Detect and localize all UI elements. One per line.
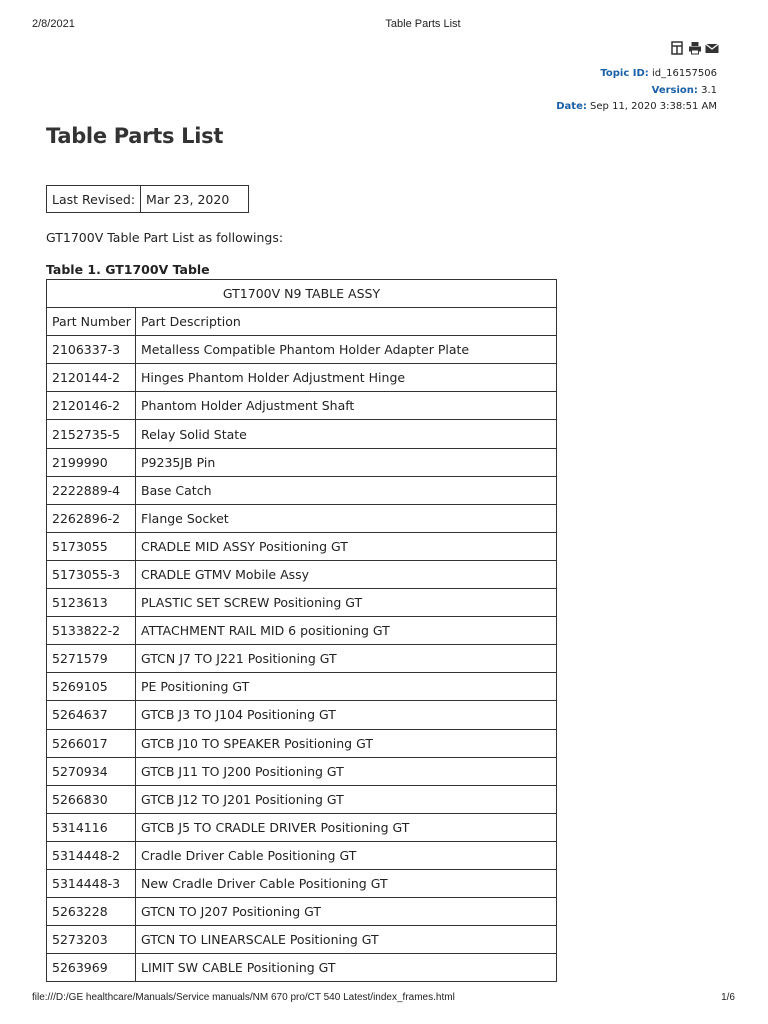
table-row	[47, 813, 557, 841]
part-number-cell: 5263228	[47, 898, 136, 926]
table-row	[47, 785, 557, 813]
date-value: Sep 11, 2020 3:38:51 AM	[586, 101, 717, 112]
part-number-cell: 2152735-5	[47, 420, 136, 448]
part-number-cell: 2222889-4	[47, 476, 136, 504]
part-number-cell: 5173055	[47, 532, 136, 560]
part-description-cell: PLASTIC SET SCREW Positioning GT	[136, 589, 557, 617]
part-description-cell: GTCB J5 TO CRADLE DRIVER Positioning GT	[136, 813, 557, 841]
print-date: 2/8/2021	[32, 18, 75, 30]
table-row	[47, 392, 557, 420]
table-row	[47, 364, 557, 392]
part-description-cell: Flange Socket	[136, 504, 557, 532]
toolbar-icons	[671, 41, 718, 55]
part-description-cell: Cradle Driver Cable Positioning GT	[136, 841, 557, 869]
footer-page-number: 1/6	[721, 992, 735, 1003]
table-row	[47, 336, 557, 364]
part-description-cell: LIMIT SW CABLE Positioning GT	[136, 954, 557, 982]
part-description-cell: GTCB J10 TO SPEAKER Positioning GT	[136, 729, 557, 757]
part-description-cell: GTCB J12 TO J201 Positioning GT	[136, 785, 557, 813]
part-number-cell: 2120146-2	[47, 392, 136, 420]
print-icon[interactable]	[688, 41, 701, 55]
part-number-cell: 5266017	[47, 729, 136, 757]
part-description-cell: Hinges Phantom Holder Adjustment Hinge	[136, 364, 557, 392]
topic-id-line	[556, 66, 717, 83]
part-number-cell: 2106337-3	[47, 336, 136, 364]
part-description-cell: Phantom Holder Adjustment Shaft	[136, 392, 557, 420]
table-title-row	[47, 280, 557, 308]
part-description-cell: GTCN J7 TO J221 Positioning GT	[136, 645, 557, 673]
part-number-cell: 5271579	[47, 645, 136, 673]
intro-text: GT1700V Table Part List as followings:	[46, 230, 284, 245]
table-row	[47, 926, 557, 954]
part-description-cell: GTCB J3 TO J104 Positioning GT	[136, 701, 557, 729]
version-line	[556, 83, 717, 100]
version-value: 3.1	[697, 84, 717, 96]
part-description-cell: New Cradle Driver Cable Positioning GT	[136, 869, 557, 897]
mail-icon[interactable]	[705, 41, 718, 55]
table-row	[47, 757, 557, 785]
part-description-cell: GTCB J11 TO J200 Positioning GT	[136, 757, 557, 785]
revision-label: Last Revised:	[47, 186, 141, 213]
table-row	[47, 504, 557, 532]
table-row	[47, 532, 557, 560]
part-number-cell: 5263969	[47, 954, 136, 982]
part-description-cell: PE Positioning GT	[136, 673, 557, 701]
part-description-cell: GTCN TO LINEARSCALE Positioning GT	[136, 926, 557, 954]
part-number-cell: 5273203	[47, 926, 136, 954]
part-number-cell: 2262896-2	[47, 504, 136, 532]
table-row	[47, 448, 557, 476]
part-description-cell: CRADLE MID ASSY Positioning GT	[136, 532, 557, 560]
date-label: Date:	[556, 101, 587, 112]
date-line	[556, 99, 717, 116]
print-header-title: Table Parts List	[385, 18, 461, 30]
table-caption: Table 1. GT1700V Table	[46, 262, 210, 277]
table-row	[47, 589, 557, 617]
table-row	[47, 420, 557, 448]
part-number-cell: 2120144-2	[47, 364, 136, 392]
page-title: Table Parts List	[46, 124, 224, 148]
topic-id-label: Topic ID:	[600, 68, 649, 79]
parts-table	[46, 279, 557, 982]
part-description-cell: P9235JB Pin	[136, 448, 557, 476]
part-number-cell: 5270934	[47, 757, 136, 785]
table-row	[47, 476, 557, 504]
part-description-cell: Relay Solid State	[136, 420, 557, 448]
part-number-cell: 5123613	[47, 589, 136, 617]
part-number-cell: 5269105	[47, 673, 136, 701]
part-description-cell: Base Catch	[136, 476, 557, 504]
table-row	[47, 645, 557, 673]
table-row	[47, 673, 557, 701]
topic-id-value: id_16157506	[648, 68, 717, 79]
table-row	[47, 954, 557, 982]
part-number-cell: 5173055-3	[47, 560, 136, 588]
part-number-cell: 5314116	[47, 813, 136, 841]
table-row	[47, 701, 557, 729]
table-title: GT1700V N9 TABLE ASSY	[47, 280, 557, 308]
table-row	[47, 869, 557, 897]
revision-table	[46, 185, 249, 213]
column-header-part-description: Part Description	[136, 308, 557, 336]
table-row	[47, 617, 557, 645]
part-number-cell: 2199990	[47, 448, 136, 476]
revision-value: Mar 23, 2020	[141, 186, 249, 213]
part-description-cell: Metalless Compatible Phantom Holder Adapter Plate	[136, 336, 557, 364]
document-icon[interactable]	[671, 41, 684, 55]
part-number-cell: 5314448-2	[47, 841, 136, 869]
table-row	[47, 560, 557, 588]
part-description-cell: ATTACHMENT RAIL MID 6 positioning GT	[136, 617, 557, 645]
part-description-cell: GTCN TO J207 Positioning GT	[136, 898, 557, 926]
revision-row	[47, 186, 249, 213]
part-description-cell: CRADLE GTMV Mobile Assy	[136, 560, 557, 588]
part-number-cell: 5314448-3	[47, 869, 136, 897]
footer-file-path: file:///D:/GE healthcare/Manuals/Service manuals/NM 670 pro/CT 540 Latest/index_frames.html	[32, 992, 455, 1003]
column-header-row	[47, 308, 557, 336]
part-number-cell: 5133822-2	[47, 617, 136, 645]
part-number-cell: 5264637	[47, 701, 136, 729]
table-row	[47, 898, 557, 926]
topic-meta	[556, 66, 717, 116]
table-row	[47, 729, 557, 757]
part-number-cell: 5266830	[47, 785, 136, 813]
version-label: Version:	[651, 84, 698, 96]
table-row	[47, 841, 557, 869]
column-header-part-number: Part Number	[47, 308, 136, 336]
